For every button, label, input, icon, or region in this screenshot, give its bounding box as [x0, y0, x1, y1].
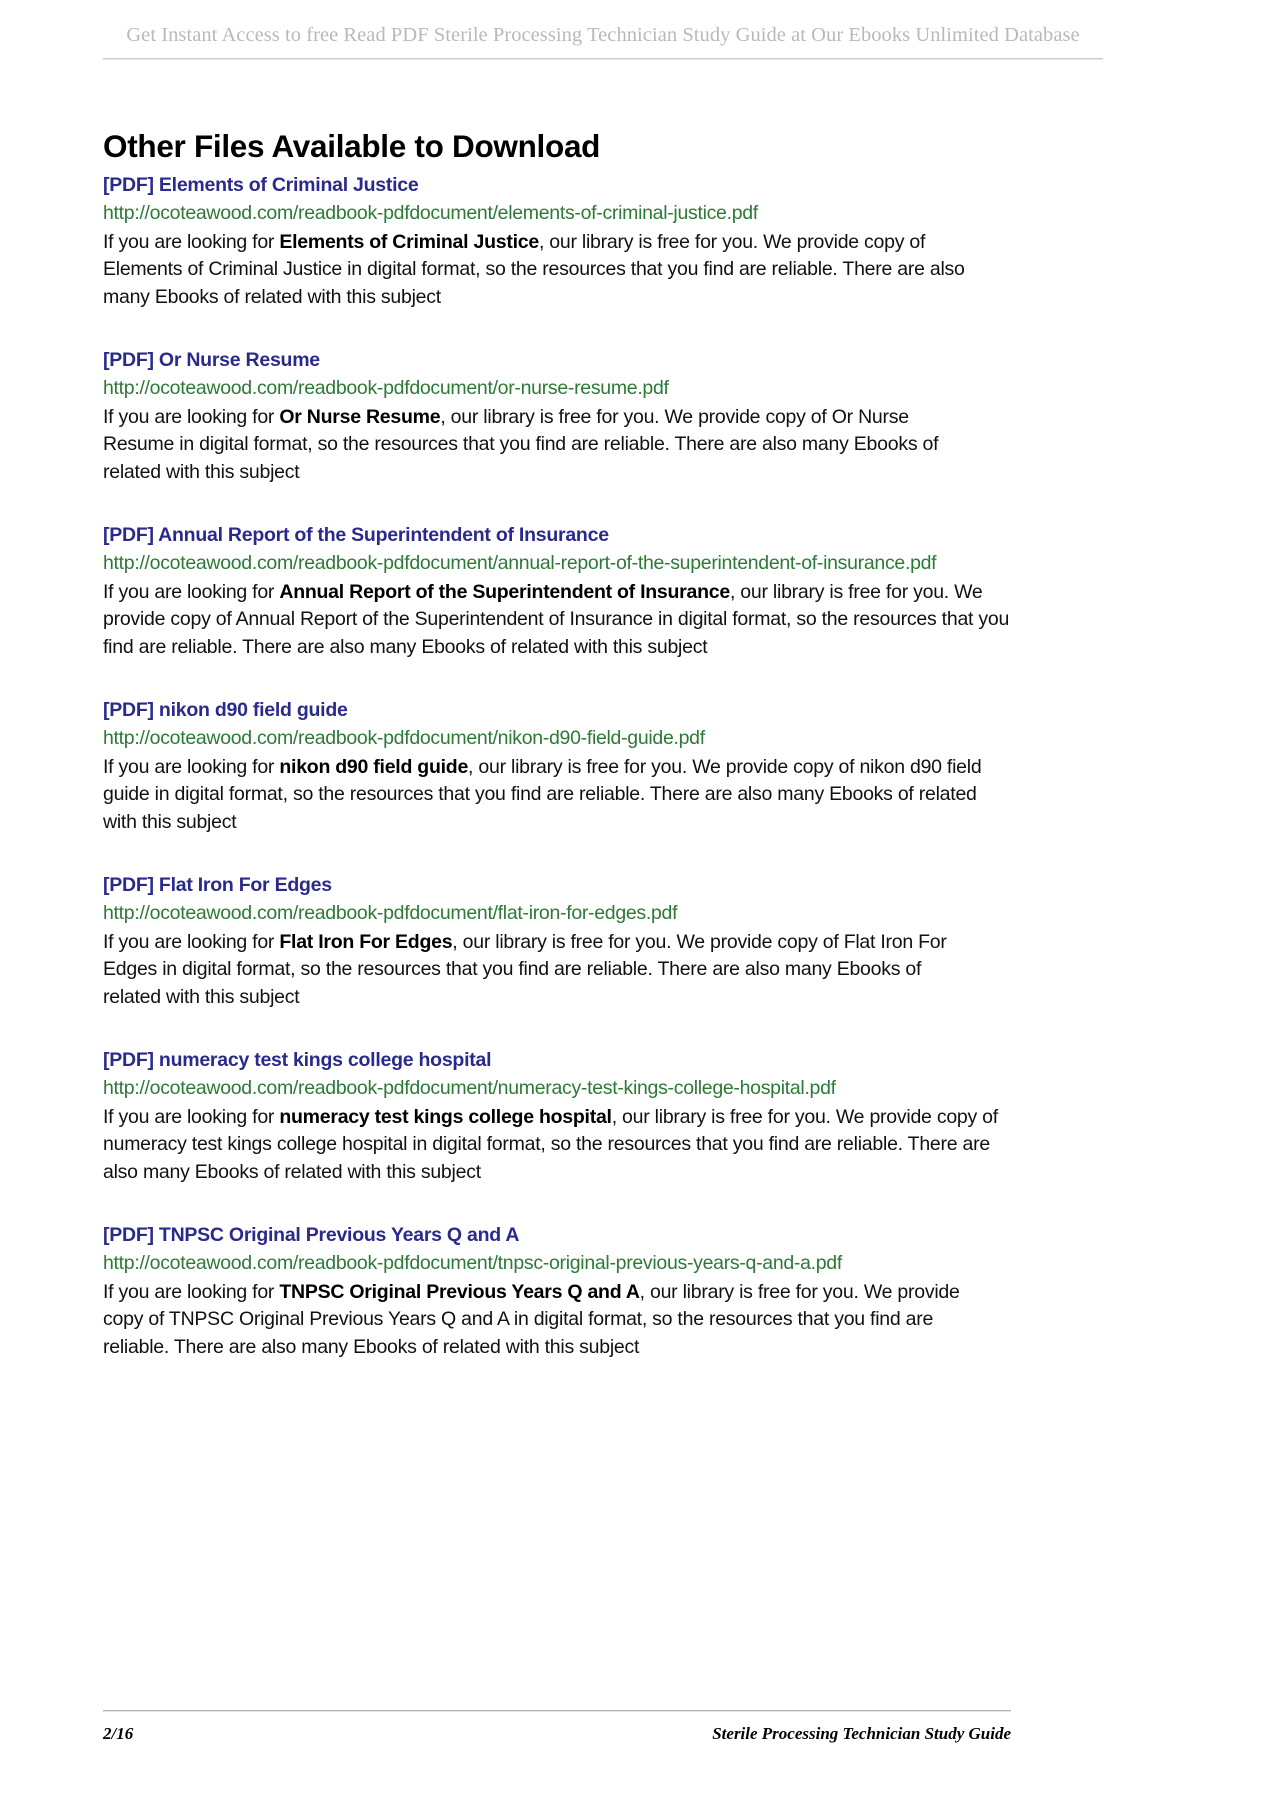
- list-item: [103, 697, 1011, 836]
- file-title-link[interactable]: [PDF] Annual Report of the Superintendent of Insurance: [103, 524, 609, 546]
- desc-suffix: , our library is free for you. We provide copy of TNPSC Original Previous Years Q and A in digital format, so the resources that you find are reliable. There are also many Ebooks of related with this subject: [103, 1280, 960, 1358]
- desc-prefix: If you are looking for: [103, 1280, 280, 1303]
- desc-suffix: , our library is free for you. We provide copy of Flat Iron For Edges in digital format, so the resources that you find are reliable. There are also many Ebooks of related with this subject: [103, 930, 947, 1008]
- desc-prefix: If you are looking for: [103, 930, 280, 953]
- footer-document-title: Sterile Processing Technician Study Guide: [712, 1724, 1011, 1743]
- footer-page-number: 2/16: [103, 1724, 134, 1743]
- desc-title-bold: numeracy test kings college hospital: [279, 1105, 612, 1128]
- desc-title-bold: Annual Report of the Superintendent of Insurance: [279, 580, 730, 603]
- running-head-text: Get Instant Access to free Read PDF Sterile Processing Technician Study Guide at Our Ebooks Unlimited Database: [126, 24, 1080, 46]
- desc-prefix: If you are looking for: [103, 755, 280, 778]
- list-item: [103, 872, 1011, 1011]
- file-title-link[interactable]: [PDF] nikon d90 field guide: [103, 699, 348, 721]
- page-title: Other Files Available to Download: [103, 128, 601, 165]
- list-item: [103, 1047, 1011, 1186]
- desc-suffix: , our library is free for you. We provide copy of Or Nurse Resume in digital format, so the resources that you find are reliable. There are also many Ebooks of related with this subject: [103, 405, 939, 483]
- desc-suffix: , our library is free for you. We provide copy of Elements of Criminal Justice in digital format, so the resources that you find are reliable. There are also many Ebooks of related with this subject: [103, 230, 965, 308]
- file-description: [103, 1104, 1011, 1187]
- list-item: [103, 172, 1011, 311]
- footer-row: [103, 1724, 1011, 1744]
- file-title-link[interactable]: [PDF] TNPSC Original Previous Years Q and A: [103, 1224, 520, 1246]
- file-description: [103, 229, 1003, 312]
- desc-suffix: , our library is free for you. We provide copy of Annual Report of the Superintendent of Insurance in digital format, so the resources that you find are reliable. There are also many Ebooks of related with this subject: [103, 580, 1010, 658]
- file-list: [103, 172, 1011, 1361]
- desc-title-bold: TNPSC Original Previous Years Q and A: [279, 1280, 640, 1303]
- file-description: [103, 579, 1011, 662]
- desc-prefix: If you are looking for: [103, 580, 280, 603]
- file-description: [103, 929, 983, 1012]
- page-footer: [103, 1710, 1011, 1744]
- file-title-link[interactable]: [PDF] Flat Iron For Edges: [103, 874, 332, 896]
- list-item: [103, 347, 1011, 486]
- file-url-link[interactable]: http://ocoteawood.com/readbook-pdfdocument/tnpsc-original-previous-years-q-and-a.pdf: [103, 1252, 842, 1274]
- file-description: [103, 404, 983, 487]
- desc-prefix: If you are looking for: [103, 230, 280, 253]
- desc-title-bold: Elements of Criminal Justice: [279, 230, 539, 253]
- desc-title-bold: Or Nurse Resume: [279, 405, 441, 428]
- file-url-link[interactable]: http://ocoteawood.com/readbook-pdfdocument/or-nurse-resume.pdf: [103, 377, 669, 399]
- file-title-link[interactable]: [PDF] Or Nurse Resume: [103, 349, 320, 371]
- page-header: [103, 22, 1103, 60]
- file-url-link[interactable]: http://ocoteawood.com/readbook-pdfdocument/nikon-d90-field-guide.pdf: [103, 727, 705, 749]
- file-url-link[interactable]: http://ocoteawood.com/readbook-pdfdocument/annual-report-of-the-superintendent-of-insurance.pdf: [103, 552, 937, 574]
- desc-suffix: , our library is free for you. We provide copy of numeracy test kings college hospital in digital format, so the resources that you find are reliable. There are also many Ebooks of related with this subject: [103, 1105, 998, 1183]
- list-item: [103, 1222, 1011, 1361]
- desc-prefix: If you are looking for: [103, 405, 280, 428]
- file-url-link[interactable]: http://ocoteawood.com/readbook-pdfdocument/flat-iron-for-edges.pdf: [103, 902, 678, 924]
- file-url-link[interactable]: http://ocoteawood.com/readbook-pdfdocument/elements-of-criminal-justice.pdf: [103, 202, 758, 224]
- header-divider: [103, 58, 1103, 60]
- desc-title-bold: nikon d90 field guide: [279, 755, 469, 778]
- footer-divider: [103, 1710, 1011, 1712]
- file-title-link[interactable]: [PDF] Elements of Criminal Justice: [103, 174, 419, 196]
- desc-title-bold: Flat Iron For Edges: [279, 930, 453, 953]
- list-item: [103, 522, 1011, 661]
- file-description: [103, 1279, 983, 1362]
- file-description: [103, 754, 983, 837]
- desc-suffix: , our library is free for you. We provide copy of nikon d90 field guide in digital format, so the resources that you find are reliable. There are also many Ebooks of related with this subject: [103, 755, 982, 833]
- desc-prefix: If you are looking for: [103, 1105, 280, 1128]
- file-title-link[interactable]: [PDF] numeracy test kings college hospital: [103, 1049, 492, 1071]
- file-url-link[interactable]: http://ocoteawood.com/readbook-pdfdocument/numeracy-test-kings-college-hospital.pdf: [103, 1077, 836, 1099]
